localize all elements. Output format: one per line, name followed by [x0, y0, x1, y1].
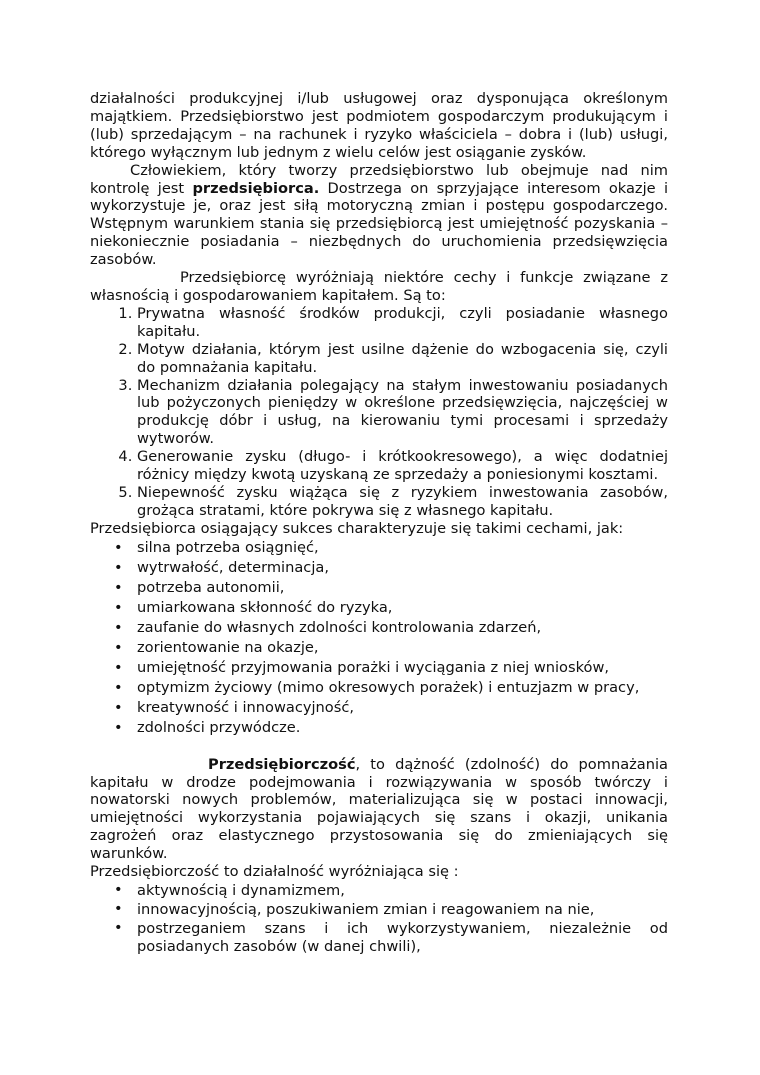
- features-intro: Przedsiębiorcę wyróżniają niektóre cechy i funkcje związane z własnością i gospodarowaniem kapitałem. Są to:: [90, 269, 668, 304]
- list-item: • innowacyjnością, poszukiwaniem zmian i reagowaniem na nie,: [90, 900, 668, 919]
- entrepreneur-paragraph-end: Dostrzega on sprzyjające interesom okazje i wykorzystuje je, oraz jest siłą motoryczną zmian i postępu gospodarczego. Wstępnym warunkiem stania się przedsiębiorcą jest umiejętność pozyskania – niekoniecznie posiadania – niezbędnych do uruchomienia przedsięwzięcia zasobów.: [90, 179, 668, 269]
- characteristics-list: [90, 881, 668, 956]
- list-item: • aktywnością i dynamizmem,: [90, 881, 668, 900]
- list-item: • kreatywność i innowacyjność,: [90, 698, 668, 718]
- traits-list: [90, 538, 668, 738]
- list-item: • potrzeba autonomii,: [90, 578, 668, 598]
- list-item: 1. Prywatna własność środków produkcji, czyli posiadanie własnego kapitału.: [137, 305, 668, 341]
- list-item: 4. Generowanie zysku (długo- i krótkookresowego), a więc dodatniej różnicy między kwotą uzyskaną ze sprzedaży a poniesionymi kosztami.: [137, 448, 668, 484]
- list-item: • umiarkowana skłonność do ryzyka,: [90, 598, 668, 618]
- list-item: • postrzeganiem szans i ich wykorzystywaniem, niezależnie od posiadanych zasobów (w danej chwili),: [90, 919, 668, 956]
- features-list: [90, 305, 668, 520]
- entrepreneurship-definition: [90, 756, 668, 863]
- spacer: [90, 738, 668, 756]
- entrepreneur-paragraph-start: Człowiekiem, który tworzy przedsiębiorstwo lub obejmuje nad nim kontrolę jest: [90, 161, 668, 197]
- list-item: • zorientowanie na okazje,: [90, 638, 668, 658]
- list-item: • silna potrzeba osiągnięć,: [90, 538, 668, 558]
- list-item: • zdolności przywódcze.: [90, 718, 668, 738]
- entrepreneur-paragraph: [90, 162, 668, 269]
- list-item: 3. Mechanizm działania polegający na stałym inwestowaniu posiadanych lub pożyczonych pieniędzy w określone przedsięwzięcia, najczęściej w produkcję dóbr i usług, na kierowaniu tymi procesami i sprzedaży wytworów.: [137, 377, 668, 449]
- list-item: 5. Niepewność zysku wiążąca się z ryzykiem inwestowania zasobów, grożąca stratami, które pokrywa się z własnego kapitału.: [137, 484, 668, 520]
- document-page: [90, 90, 668, 956]
- entrepreneurship-term: Przedsiębiorczość: [208, 755, 356, 773]
- list-item: • wytrwałość, determinacja,: [90, 558, 668, 578]
- entrepreneurship-definition-text: , to dążność (zdolność) do pomnażania kapitału w drodze podejmowania i rozwiązywania w sposób twórczy i nowatorski nowych problemów, materializująca się w postaci innowacji, umiejętności wykorzystania pojawiających się szans i okazji, unikania zagrożeń oraz elastycznego przystosowania się do zmieniających się warunków.: [90, 755, 668, 863]
- list-item: • optymizm życiowy (mimo okresowych porażek) i entuzjazm w pracy,: [90, 678, 668, 698]
- list-item: • umiejętność przyjmowania porażki i wyciągania z niej wniosków,: [90, 658, 668, 678]
- list-item: • zaufanie do własnych zdolności kontrolowania zdarzeń,: [90, 618, 668, 638]
- characteristics-intro: Przedsiębiorczość to działalność wyróżniająca się :: [90, 863, 459, 881]
- entrepreneur-term: przedsiębiorca.: [192, 179, 320, 197]
- list-item: 2. Motyw działania, którym jest usilne dążenie do wzbogacenia się, czyli do pomnażania kapitału.: [137, 341, 668, 377]
- traits-intro: Przedsiębiorca osiągający sukces charakteryzuje się takimi cechami, jak:: [90, 519, 624, 537]
- intro-paragraph: działalności produkcyjnej i/lub usługowej oraz dysponująca określonym majątkiem. Przedsiębiorstwo jest podmiotem gospodarczym produkującym i (lub) sprzedającym – na rachunek i ryzyko właściciela – dobra i (lub) usługi, którego wyłącznym lub jednym z wielu celów jest osiąganie zysków.: [90, 90, 668, 161]
